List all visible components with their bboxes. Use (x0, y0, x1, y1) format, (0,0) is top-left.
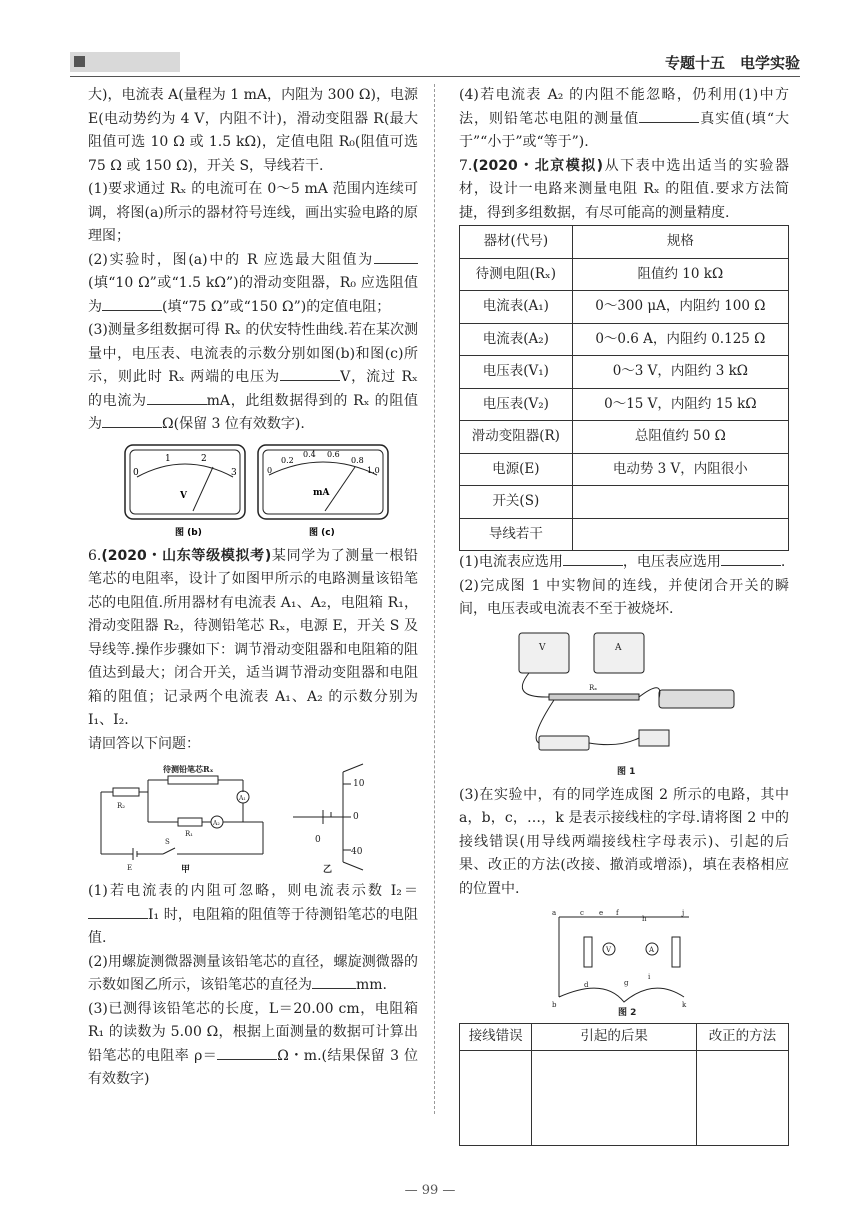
terminal-b: b (552, 1001, 557, 1009)
terminal-k: k (682, 1001, 687, 1009)
answer-blank (102, 413, 162, 428)
answer-blank (217, 1045, 277, 1060)
q5-part2: (2)实验时，图(a)中的 R 应选最大阻值为(填“10 Ω”或“1.5 kΩ”)的滑动变阻器，R₀ 应选阻值为 (填“75 Ω”或“150 Ω”)的定值电阻； (88, 249, 418, 320)
header-decoration-bar (70, 52, 180, 72)
figure-caption: 甲 (181, 865, 191, 874)
terminal-g: g (624, 979, 629, 987)
e-label: E (127, 864, 133, 872)
q7-part1: (1)电流表应选用 ，电压表应选用 . (459, 551, 789, 575)
q7-part3: (3)在实验中，有的同学连成图 2 所示的电路，其中 a，b，c，…，k 是表示接线柱的字母.请将图 2 中的接线错误(用导线两端接线柱字母表示)、引起的后果、改正的方法(改接、撤消或增添)，填在表格相应的位置中. (459, 786, 789, 897)
q5-part1: (1)要求通过 Rₓ 的电流可在 0～5 mA 范围内连续可调，将图(a)所示的器材符号连线，画出实验电路的原理图； (88, 181, 418, 244)
right-column (459, 84, 789, 1146)
r2-label: R₂ (117, 802, 126, 810)
tick-label: 0.8 (351, 455, 364, 465)
terminal-i: i (648, 973, 651, 981)
r1-label: R₁ (185, 830, 194, 838)
answer-blank (374, 249, 418, 264)
answer-blank (563, 551, 623, 566)
table-row: 导线若干 (460, 518, 789, 551)
tick-label: 0 (267, 465, 273, 475)
table-row: 滑动变阻器(R) 总阻值约 50 Ω (460, 421, 789, 454)
table-header: 改正的方法 (696, 1024, 788, 1051)
unit-label: mA (313, 487, 330, 498)
answer-blank (147, 390, 207, 405)
answer-blank (721, 551, 781, 566)
voltmeter-label: V (606, 946, 612, 954)
figure-caption: 图 (c) (309, 527, 335, 538)
table-header: 器材(代号) (460, 226, 573, 259)
q6-part2: (2)用螺旋测微器测量该铅笔芯的直径，螺旋测微器的示数如图乙所示，该铅笔芯的直径为 mm. (88, 953, 418, 993)
voltmeter-label: V (539, 642, 546, 653)
column-divider (434, 84, 435, 1114)
table-row (460, 1051, 789, 1146)
answer-blank (280, 366, 340, 381)
tick-label: 0.4 (303, 449, 316, 459)
answer-blank (88, 904, 148, 919)
header-rule (70, 76, 800, 77)
circuit-figures (93, 762, 413, 874)
q6-part3: (3)已测得该铅笔芯的长度，L＝20.00 cm，电阻箱 R₁ 的读数为 5.00 Ω，根据上面测量的数据可计算出铅笔芯的电阻率 ρ＝ Ω・m.(结果保留 3 位有效数字) (88, 1000, 418, 1087)
meter-figures (103, 443, 403, 539)
table-header: 引起的后果 (532, 1024, 697, 1051)
header-square-icon (74, 56, 85, 67)
table-row: 待测电阻(Rₓ) 阻值约 10 kΩ (460, 258, 789, 291)
page-header-title: 专题十五 电学实验 (664, 54, 800, 72)
q7-stem: 7.(2020・北京模拟)从下表中选出适当的实验器材，设计一电路来测量电阻 Rₓ 的阻值.要求方法简捷，得到多组数据，有尽可能高的测量精度. (459, 157, 790, 221)
rx-label: 待测铅笔芯Rₓ (163, 764, 214, 774)
a2-label: A₂ (213, 820, 220, 827)
table-row: 电压表(V₁) 0～3 V，内阻约 3 kΩ (460, 356, 789, 389)
figure-caption: 图 2 (618, 1008, 637, 1017)
table-row: 电流表(A₂) 0～0.6 A，内阻约 0.125 Ω (460, 323, 789, 356)
terminal-e: e (599, 909, 604, 917)
q6-ask: 请回答以下问题： (88, 735, 200, 752)
equipment-table (459, 225, 789, 551)
terminal-d: d (584, 981, 589, 989)
table-row: 电源(E) 电动势 3 V，内阻很小 (460, 453, 789, 486)
q6-part1: (1)若电流表的内阻可忽略，则电流表示数 I₂＝I₁ 时，电阻箱的阻值等于待测铅笔芯的电阻值. (88, 883, 418, 946)
q6-part4: (4)若电流表 A₂ 的内阻不能忽略，仍利用(1)中方法，则铅笔芯电阻的测量值 真实值(填“大于”“小于”或“等于”). (459, 87, 790, 150)
ammeter-label: A (615, 642, 622, 653)
rx-label: Rₓ (589, 683, 598, 692)
terminal-h: h (642, 915, 647, 923)
table-row: 开关(S) (460, 486, 789, 519)
figure-2 (544, 907, 704, 1017)
left-column (88, 84, 418, 1092)
scale-label: 10 (353, 779, 365, 789)
table-header: 规格 (572, 226, 788, 259)
s-label: S (165, 838, 170, 846)
answer-blank (639, 108, 699, 123)
figure-1 (499, 628, 749, 778)
table-row: 电流表(A₁) 0～300 μA，内阻约 100 Ω (460, 291, 789, 324)
figure-caption: 乙 (323, 865, 333, 874)
terminal-a: a (552, 909, 557, 917)
circuit-jia (101, 764, 263, 874)
voltmeter-b (125, 445, 245, 538)
tick-label: 1 (165, 453, 171, 464)
needle (193, 467, 213, 511)
q7-part2: (2)完成图 1 中实物间的连线，并使闭合开关的瞬间，电压表或电流表不至于被烧坏. (459, 577, 789, 617)
table-header: 接线错误 (460, 1024, 532, 1051)
q5-continuation: 大)，电流表 A(量程为 1 mA，内阻为 300 Ω)，电源 E(电动势约为 4 V，内阻不计)，滑动变阻器 R(最大阻值可选 10 Ω 或 1.5 kΩ)，定值电阻 R₀(阻值可选 75 Ω 或 150 Ω)，开关 S，导线若干. (88, 87, 418, 174)
figure-caption: 图 1 (617, 766, 636, 777)
terminal-c: c (580, 909, 584, 917)
q6-stem: 6.(2020・山东等级模拟考)某同学为了测量一根铅笔芯的电阻率，设计了如图甲所示的电路测量该铅笔芯的电阻值.所用器材有电流表 A₁、A₂，电阻箱 R₁，滑动变阻器 R₂，待测铅笔芯 Rₓ，电源 E，开关 S 及导线等.操作步骤如下：调节滑动变阻器和电阻箱的阻值达到最大；闭合开关，适当调节滑动变阻器和电阻箱的阻值；记录两个电流表 A₁、A₂ 的示数分别为 I₁、I₂. (88, 547, 419, 728)
q5-part3: (3)测量多组数据可得 Rₓ 的伏安特性曲线.若在某次测量中，电压表、电流表的示数分别如图(b)和图(c)所示，则此时 Rₓ 两端的电压为 V，流过 Rₓ 的电流为 mA，此组数据得到的 Rₓ 的阻值为 Ω(保留 3 位有效数字). (88, 322, 419, 432)
ammeter-label: A (649, 946, 655, 954)
scale-label: 0 (315, 835, 321, 845)
error-table (459, 1023, 789, 1146)
figure-caption: 图 (b) (175, 527, 202, 538)
answer-blank (102, 296, 162, 311)
page-number: — 99 — (404, 1183, 456, 1198)
scale-label: 40 (351, 847, 363, 857)
tick-label: 0.6 (327, 449, 340, 459)
tick-label: 0.2 (281, 455, 294, 465)
a1-label: A₁ (239, 795, 246, 802)
tick-label: 0 (133, 467, 139, 478)
micrometer-yi (293, 764, 365, 874)
scale-label: 0 (353, 812, 359, 822)
answer-blank (312, 974, 356, 989)
tick-label: 3 (231, 467, 237, 478)
tick-label: 2 (201, 453, 207, 464)
table-row: 电压表(V₂) 0～15 V，内阻约 15 kΩ (460, 388, 789, 421)
unit-label: V (180, 490, 187, 501)
terminal-f: f (616, 909, 619, 917)
ammeter-c (258, 445, 388, 538)
terminal-j: j (682, 909, 685, 917)
tick-label: 1.0 (367, 465, 380, 475)
